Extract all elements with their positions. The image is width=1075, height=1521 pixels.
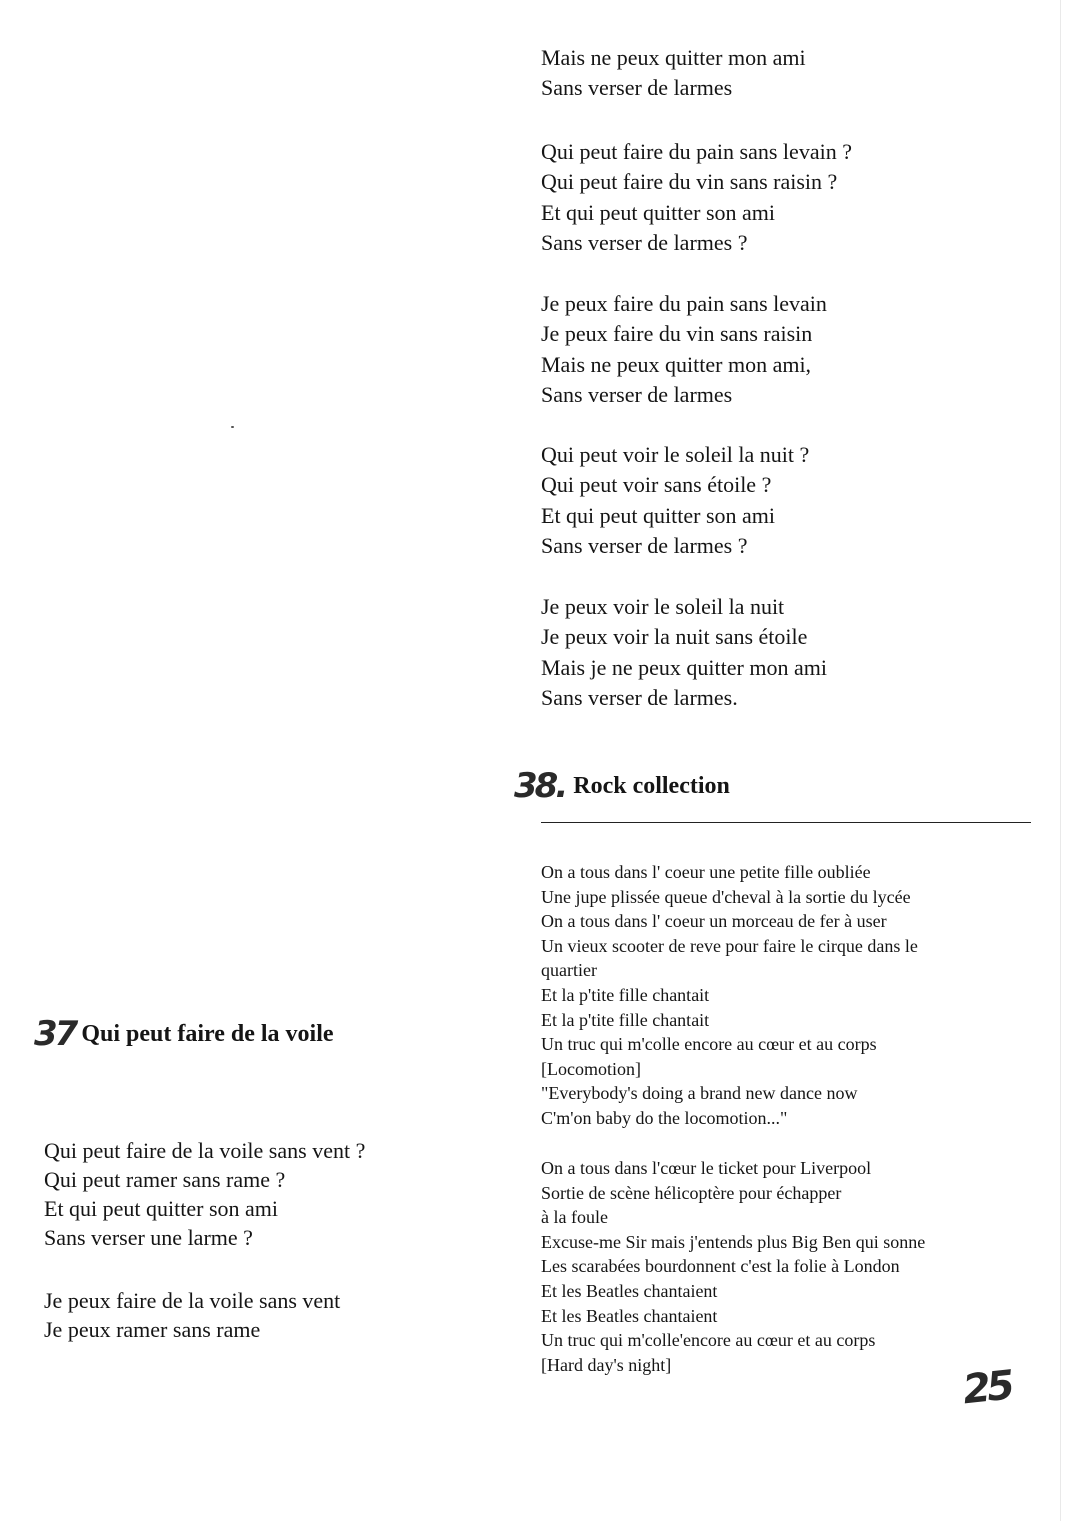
lyric-line: On a tous dans l' coeur une petite fille oubliée [541, 862, 871, 882]
lyric-line: Je peux ramer sans rame [44, 1317, 261, 1342]
stanza [541, 43, 806, 104]
lyric-line: Qui peut faire du pain sans levain ? [541, 139, 852, 164]
title-underline [541, 822, 1031, 823]
lyric-line: [Hard day's night] [541, 1354, 672, 1375]
lyric-line: Sans verser de larmes ? [541, 230, 748, 256]
lyric-line: Et la p'tite fille chantait [541, 984, 710, 1005]
lyric-line: Excuse-me Sir mais j'entends plus Big Ben qui sonne [541, 1231, 926, 1252]
lyric-line: Et les Beatles chantaient [541, 1280, 718, 1301]
song37-heading [34, 1014, 334, 1054]
song-title: Qui peut faire de la voile [81, 1020, 334, 1047]
stanza [44, 1136, 365, 1252]
stanza [541, 860, 918, 1131]
lyric-line: Sans verser de larmes [541, 382, 733, 408]
lyric-line: Un truc qui m'colle encore au cœur et au corps [541, 1034, 877, 1055]
lyric-line: Qui peut voir le soleil la nuit ? [541, 442, 810, 467]
lyric-line: Et qui peut quitter son ami [541, 199, 776, 225]
lyric-line: quartier [541, 960, 597, 981]
lyric-line: Qui peut voir sans étoile ? [541, 472, 772, 498]
lyric-line: Un truc qui m'colle'encore au cœur et au corps [541, 1330, 876, 1351]
stanza [541, 1156, 925, 1377]
song-title: Rock collection [573, 772, 730, 799]
lyric-line: Sans verser de larmes [541, 75, 733, 101]
scan-speck [231, 426, 234, 428]
lyric-line: C'm'on baby do the locomotion..." [541, 1107, 788, 1128]
lyric-line: Une jupe plissée queue d'cheval à la sortie du lycée [541, 886, 911, 907]
lyric-line: Mais ne peux quitter mon ami [541, 45, 806, 70]
lyric-line: à la foule [541, 1207, 608, 1228]
lyric-line: Qui peut faire de la voile sans vent ? [44, 1138, 366, 1163]
lyric-line: Je peux voir le soleil la nuit [541, 594, 785, 619]
lyric-line: Je peux faire du pain sans levain [541, 291, 827, 316]
lyric-line: Et les Beatles chantaient [541, 1305, 718, 1326]
lyric-line: Je peux voir la nuit sans étoile [541, 624, 808, 650]
lyric-line: Mais je ne peux quitter mon ami [541, 654, 827, 680]
lyric-line: Sans verser une larme ? [44, 1225, 253, 1250]
lyric-line: Et la p'tite fille chantait [541, 1009, 710, 1030]
lyric-line: Un vieux scooter de reve pour faire le cirque dans le [541, 935, 918, 956]
stanza [541, 592, 827, 714]
lyric-line: Sans verser de larmes. [541, 685, 738, 711]
lyric-line: Sortie de scène hélicoptère pour échapper [541, 1182, 842, 1203]
song38-heading [514, 766, 730, 806]
handwritten-song-number: 37 [34, 1014, 76, 1054]
lyric-line: Qui peut faire du vin sans raisin ? [541, 169, 838, 195]
lyric-line: Et qui peut quitter son ami [44, 1196, 279, 1221]
handwritten-song-number: 38. [514, 766, 566, 806]
lyric-line: Qui peut ramer sans rame ? [44, 1167, 286, 1192]
handwritten-page-number: 25 [960, 1362, 1013, 1414]
lyric-line: Sans verser de larmes ? [541, 533, 748, 559]
lyric-line: On a tous dans l'cœur le ticket pour Liverpool [541, 1158, 872, 1178]
stanza [541, 440, 809, 562]
lyric-line: "Everybody's doing a brand new dance now [541, 1083, 858, 1104]
stanza [541, 137, 852, 259]
lyric-line: [Locomotion] [541, 1058, 641, 1079]
lyric-line: Je peux faire du vin sans raisin [541, 321, 813, 347]
stanza [541, 289, 827, 411]
lyric-line: Je peux faire de la voile sans vent [44, 1288, 341, 1313]
lyric-line: Et qui peut quitter son ami [541, 502, 776, 528]
lyric-line: Les scarabées bourdonnent c'est la folie à London [541, 1256, 900, 1277]
stanza [44, 1286, 340, 1344]
page-edge-line [1060, 0, 1061, 1521]
lyric-line: Mais ne peux quitter mon ami, [541, 351, 812, 377]
lyric-line: On a tous dans l' coeur un morceau de fer à user [541, 911, 887, 932]
